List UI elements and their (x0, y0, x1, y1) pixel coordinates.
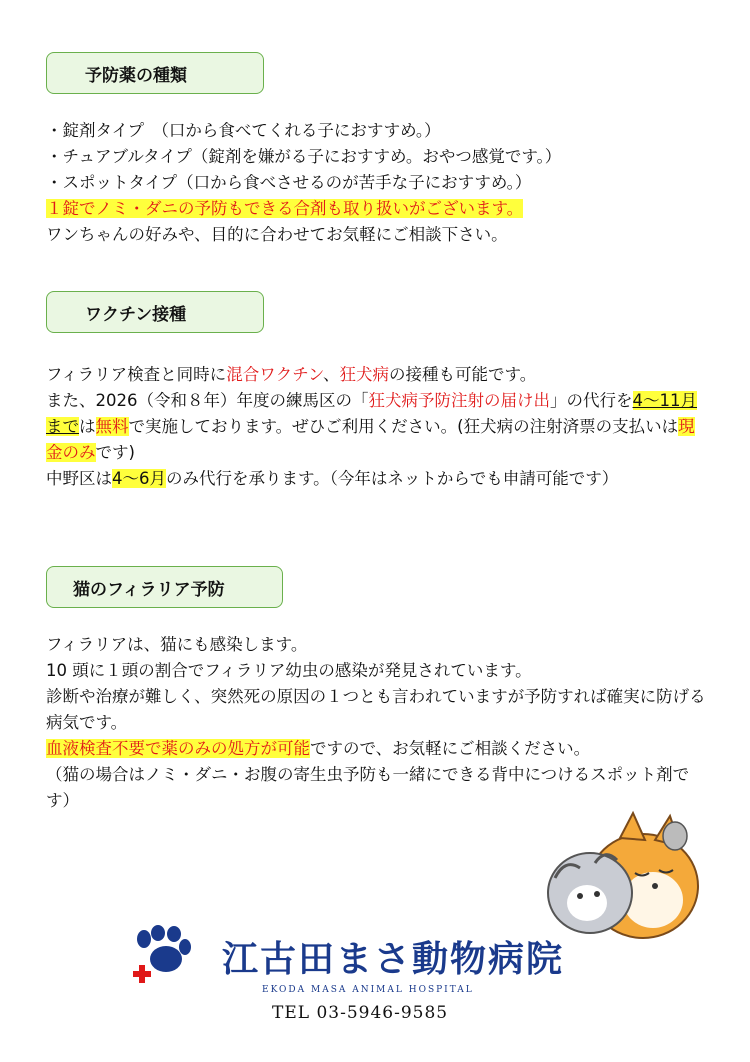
highlight-combo-medicine: １錠でノミ・ダニの予防もできる合剤も取り扱いがございます。 (46, 199, 524, 218)
section-title: 猫のフィラリア予防 (73, 579, 225, 600)
section-heading-vaccination (46, 291, 264, 333)
paragraph: また、2026（令和８年）年度の練馬区の「狂犬病予防注射の届け出」の代行を4〜11月までは無料で実施しております。ぜひご利用ください。(狂犬病の注射済票の支払いは現金のみです) (46, 391, 697, 462)
section-body-medicine-types (46, 118, 706, 248)
paragraph: 診断や治療が難しく、突然死の原因の１つとも言われていますが予防すれば確実に防げる病気です。 (46, 687, 706, 732)
rabies-text: 狂犬病 (339, 365, 390, 384)
list-item: ・チュアブルタイプ（錠剤を嫌がる子におすすめ。おやつ感覚です。） (46, 147, 562, 166)
free-text: 無料 (95, 417, 129, 436)
nakano-period-text: 4〜6月 (112, 469, 166, 488)
hospital-name: 江古田まさ動物病院 (222, 938, 565, 980)
cash-only-text: 現金のみ (46, 417, 695, 462)
section-body-cat-filaria (46, 632, 706, 814)
section-body-vaccination (46, 362, 706, 492)
list-item: ・スポットタイプ（口から食べさせるのが苦手な子におすすめ。） (46, 173, 532, 192)
section-heading-medicine-types (46, 52, 264, 94)
paragraph: フィラリアは、猫にも感染します。 (46, 635, 308, 654)
rabies-notification-text: 狂犬病予防注射の届け出 (368, 391, 550, 410)
paragraph: 中野区は4〜6月のみ代行を承ります。（今年はネットからでも申請可能です） (46, 469, 619, 488)
mixed-vaccine-text: 混合ワクチン (226, 365, 324, 384)
phone-number: TEL 03-5946-9585 (272, 1003, 449, 1023)
no-blood-test-text: 血液検査不要で薬のみの処方が可能 (46, 739, 310, 758)
hospital-name-english: EKODA MASA ANIMAL HOSPITAL (262, 985, 474, 995)
paragraph: 血液検査不要で薬のみの処方が可能ですので、お気軽にご相談ください。 (46, 739, 591, 758)
section-heading-cat-filaria (46, 566, 283, 608)
paragraph: （猫の場合はノミ・ダニ・お腹の寄生虫予防も一緒にできる背中につけるスポット剤です） (46, 765, 690, 810)
paragraph: 10 頭に１頭の割合でフィラリア幼虫の感染が発見されています。 (46, 661, 532, 680)
paragraph: フィラリア検査と同時に混合ワクチン、狂犬病の接種も可能です。 (46, 365, 537, 384)
section-title: 予防薬の種類 (85, 65, 187, 86)
section-title: ワクチン接種 (85, 304, 187, 325)
consult-note: ワンちゃんの好みや、目的に合わせてお気軽にご相談下さい。 (46, 225, 508, 244)
paw-cross-logo-icon (132, 925, 192, 987)
period-text: 4〜11月まで (46, 391, 697, 436)
list-item: ・錠剤タイプ （口から食べてくれる子におすすめ。） (46, 121, 441, 140)
dog-and-cat-illustration (525, 808, 705, 943)
